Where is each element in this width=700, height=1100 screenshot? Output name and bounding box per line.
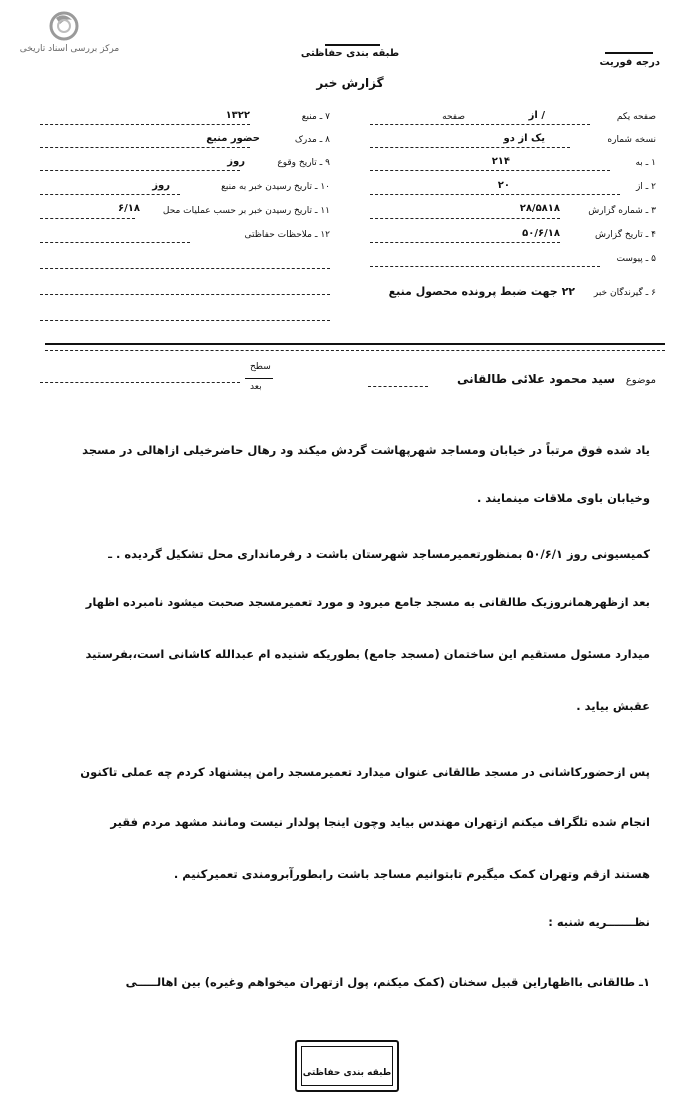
field-copy: نسخه شماره <box>607 135 656 145</box>
dotted-line <box>40 382 240 383</box>
field-report-number: ۳ ـ شماره گزارش <box>588 206 656 216</box>
stamp-inner-border <box>301 1046 393 1086</box>
body-line: هستند ازقم وتهران کمک میگیرم تابتوانیم مساجد باشت رابطورآبرومندی تعمیرکنیم . <box>173 867 650 881</box>
dotted-line <box>40 170 240 171</box>
urgency-label: درجه فوریت <box>599 57 660 68</box>
body-line: عقبش بیاید . <box>576 699 650 713</box>
dotted-line <box>368 386 428 387</box>
header-rule-top <box>325 44 380 46</box>
field-page-value: / از <box>528 110 545 121</box>
dotted-line <box>370 242 560 243</box>
field-received-date: ۱۰ ـ تاریخ رسیدن خبر به منبع <box>221 182 330 192</box>
dotted-line <box>40 147 250 148</box>
field-page-suffix: صفحه <box>442 112 465 122</box>
report-title: گزارش خبر <box>316 76 384 90</box>
dotted-line <box>370 147 570 148</box>
field-source: ۷ ـ منبع <box>301 112 330 122</box>
body-line: ۱ـ طالقانی بااظهاراین قبیل سخنان (کمک میکنم، پول ازتهران میخواهم وغیره) بین اهالـــــی <box>125 975 650 989</box>
classification-stamp <box>295 1040 399 1092</box>
dotted-line <box>370 218 560 219</box>
archive-emblem-icon <box>12 10 122 46</box>
classification-header: طبقه بندی حفاظتی <box>300 48 400 59</box>
body-line: انجام شده تلگراف میکنم ازتهران مهندس بیاید وچون اینجا پولدار نیست ومانند مشهد مردم فقیر <box>110 815 650 829</box>
dotted-line <box>40 320 330 321</box>
field-from: ۲ ـ از <box>635 182 656 192</box>
field-received-date-value: روز <box>152 180 170 191</box>
dotted-line <box>40 124 250 125</box>
field-attachment: ۵ ـ پیوست <box>616 254 656 264</box>
dotted-line <box>40 268 330 269</box>
field-security-notes: ۱۲ ـ ملاحظات حفاظتی <box>244 230 330 240</box>
field-source-value: ۱۳۲۲ <box>225 110 250 121</box>
dotted-line <box>40 218 135 219</box>
field-report-number-value: ۲۸/۵۸۱۸ <box>519 203 560 214</box>
dotted-line <box>370 170 610 171</box>
field-page: صفحه یکم <box>616 112 656 122</box>
field-ops-date: ۱۱ ـ تاریخ رسیدن خبر بر حسب عملیات محل <box>162 206 330 216</box>
subject-side-bottom: بعد <box>250 382 262 392</box>
logo-caption: مرکز بررسی اسناد تاریخی <box>19 44 120 54</box>
subject-value: سید محمود علائی طالقانی <box>456 372 615 386</box>
body-line: نظـــــــریه شنبه : <box>548 915 650 929</box>
section-rule-dotted <box>45 350 665 351</box>
body-line: بعد ازظهرهمانروزیک طالقانی به مسجد جامع میرود و مورد تعمیرمسجد صحبت میشود نامبرده اظهار <box>85 595 650 609</box>
urgency-rule <box>605 52 653 54</box>
dotted-line <box>370 266 600 267</box>
body-line: پس ازحضورکاشانی در مسجد طالقانی عنوان میدارد تعمیرمسجد رامن پیشنهاد کردم چه عملی تاکنون <box>80 765 650 779</box>
body-line: وخیابان باوی ملاقات مینمایند . <box>476 491 650 505</box>
field-copy-value: یک از دو <box>503 133 545 144</box>
field-ops-date-value: ۶/۱۸ <box>118 203 140 214</box>
field-event-date: ۹ ـ تاریخ وقوع <box>277 158 330 168</box>
field-to-value: ۲۱۴ <box>491 156 510 167</box>
dotted-line <box>40 194 180 195</box>
dotted-line <box>370 194 620 195</box>
body-line: میدارد مسئول مستقیم این ساختمان (مسجد جامع) بطوریکه شنیده ام عبدالله کاشانی است،بفرستید <box>85 647 650 661</box>
field-document: ۸ ـ مدرک <box>294 135 330 145</box>
field-document-value: حضور منبع <box>206 133 260 144</box>
field-report-date: ۴ ـ تاریخ گزارش <box>594 230 656 240</box>
dotted-line <box>370 124 590 125</box>
archive-logo <box>12 10 122 60</box>
subject-side-top: سطح <box>250 362 271 372</box>
fraction-rule <box>245 378 273 379</box>
field-recipients-value: ۲۲ جهت ضبط پرونده محصول منبع <box>388 285 575 298</box>
dotted-line <box>40 242 190 243</box>
field-to: ۱ ـ به <box>635 158 656 168</box>
field-from-value: ۲۰ <box>497 180 510 191</box>
body-line: کمیسیونی روز ۵۰/۶/۱ بمنظورتعمیرمساجد شهرستان باشت د رفرمانداری محل تشکیل گردیده . ـ <box>108 547 650 561</box>
field-event-date-value: روز <box>227 156 245 167</box>
stamp-text: طبقه بندی حفاظتی <box>302 1068 392 1078</box>
section-rule <box>45 343 665 345</box>
field-report-date-value: ۵۰/۶/۱۸ <box>522 228 560 239</box>
body-line: یاد شده فوق مرتباً در خیابان ومساجد شهرپهاشت گردش میکند ود رهال حاضرخیلی ازاهالی در مسجد <box>82 443 650 457</box>
subject-label: موضوع <box>625 375 656 386</box>
dotted-line <box>40 294 330 295</box>
field-recipients: ۶ ـ گیرندگان خبر <box>593 288 656 298</box>
